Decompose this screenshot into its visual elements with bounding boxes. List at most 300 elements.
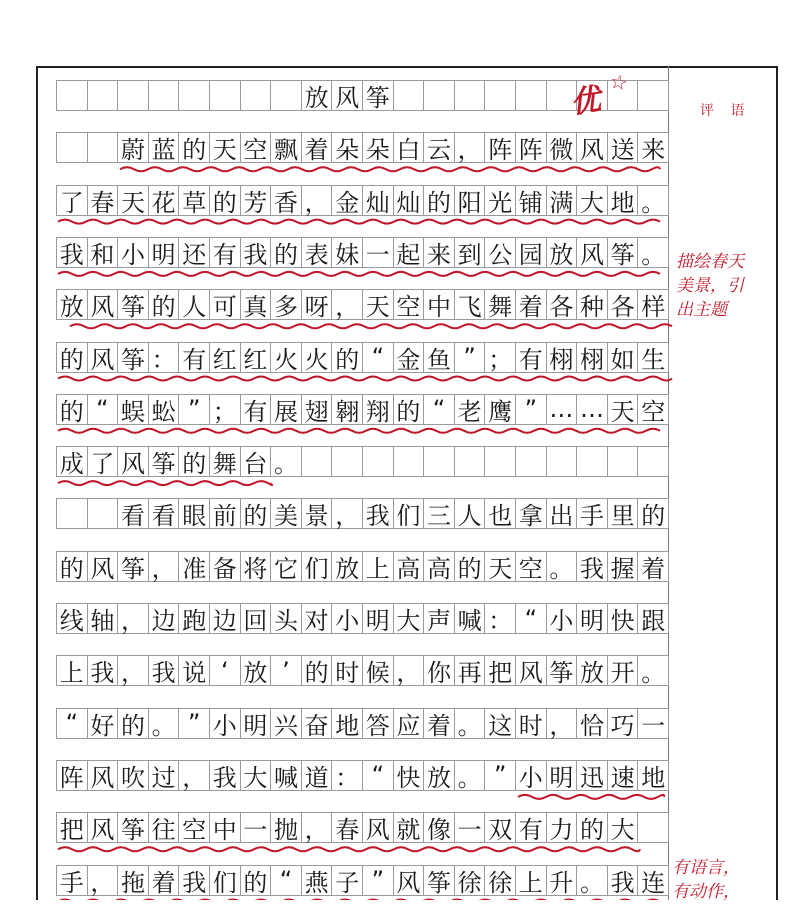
comment-line: 美景，引 [676, 276, 744, 296]
grid-cell: 抛 [270, 812, 302, 843]
grid-cell: … [576, 394, 608, 425]
grid-cell: 大 [240, 760, 272, 791]
star-icon: ☆ [608, 68, 630, 96]
grid-cell: 我 [178, 865, 210, 896]
title-cell [148, 80, 180, 111]
grid-cell: 可 [209, 289, 241, 320]
grid-cell: 。 [454, 760, 486, 791]
grid-cell: 放 [240, 655, 272, 686]
grid-cell: 风 [87, 812, 119, 843]
grid-cell: 了 [56, 185, 88, 216]
grid-cell: 头 [270, 603, 302, 634]
grid-cell: 握 [607, 551, 639, 582]
grid-cell: 有 [209, 237, 241, 268]
grid-cell: 着 [637, 551, 669, 582]
grid-cell: 迅 [576, 760, 608, 791]
grid-cell: 风 [87, 760, 119, 791]
title-cell: 风 [331, 80, 363, 111]
grid-cell: 我 [209, 760, 241, 791]
grid-cell: 明 [148, 237, 180, 268]
grid-cell [484, 446, 516, 477]
grid-cell: 金 [393, 342, 425, 373]
grid-cell: 铺 [515, 185, 547, 216]
grid-cell: 喊 [454, 603, 486, 634]
grid-cell: 的 [301, 655, 333, 686]
grid-cell: 鱼 [423, 342, 455, 373]
grid-cell: 大 [576, 185, 608, 216]
grid-cell: 它 [270, 551, 302, 582]
grid-cell: 双 [484, 812, 516, 843]
grid-cell: 光 [484, 185, 516, 216]
comment-label: 评 语 [700, 103, 751, 119]
grid-cell: 徐 [484, 865, 516, 896]
grid-cell: 的 [393, 394, 425, 425]
grid-cell: 红 [209, 342, 241, 373]
grid-cell: 明 [240, 708, 272, 739]
grid-cell: 金 [331, 185, 363, 216]
grid-cell: 阵 [515, 132, 547, 163]
grid-cell: 的 [637, 498, 669, 529]
grid-cell: 舞 [209, 446, 241, 477]
grid-cell: 。 [637, 655, 669, 686]
grid-cell: 台 [240, 446, 272, 477]
grid-cell: 红 [240, 342, 272, 373]
grid-cell: 边 [148, 603, 180, 634]
grid-cell: 三 [423, 498, 455, 529]
grid-cell: 小 [117, 237, 149, 268]
title-cell [454, 80, 486, 111]
grid-cell: 将 [240, 551, 272, 582]
grid-cell: 的 [56, 394, 88, 425]
grid-cell: 空 [240, 132, 272, 163]
grid-cell [56, 132, 88, 163]
grid-cell: 天 [484, 551, 516, 582]
grid-cell: 像 [423, 812, 455, 843]
grid-cell: 上 [362, 551, 394, 582]
grid-cell: 火 [301, 342, 333, 373]
grid-cell: 。 [454, 708, 486, 739]
grid-cell: 芳 [240, 185, 272, 216]
wavy-underline [518, 795, 664, 799]
grid-cell: 时 [515, 708, 547, 739]
grid-cell: 速 [607, 760, 639, 791]
grid-cell: 我 [362, 498, 394, 529]
grid-cell: 快 [393, 760, 425, 791]
grid-cell: 有 [515, 342, 547, 373]
grid-cell: 风 [576, 132, 608, 163]
grid-cell: 人 [454, 498, 486, 529]
grid-cell: 了 [87, 446, 119, 477]
grid-cell: ‘ [209, 655, 241, 686]
wavy-underline [58, 429, 660, 433]
grid-cell: 筝 [148, 446, 180, 477]
grid-cell: ， [117, 655, 149, 686]
grid-cell: … [546, 394, 578, 425]
grid-cell: 跑 [178, 603, 210, 634]
title-cell [393, 80, 425, 111]
grid-cell: 。 [546, 551, 578, 582]
grid-cell: 时 [331, 655, 363, 686]
grid-cell: ” [484, 760, 516, 791]
grid-cell: 候 [362, 655, 394, 686]
grid-cell: 跟 [637, 603, 669, 634]
grid-cell: “ [270, 865, 302, 896]
title-cell: 放 [301, 80, 333, 111]
left-border [36, 66, 38, 900]
grid-cell: 风 [576, 237, 608, 268]
grid-cell [637, 446, 669, 477]
grid-cell: 放 [56, 289, 88, 320]
grid-cell [56, 498, 88, 529]
grid-cell: ” [362, 865, 394, 896]
grid-cell: 大 [607, 812, 639, 843]
grid-cell: 翔 [362, 394, 394, 425]
grid-cell: ， [87, 865, 119, 896]
grid-cell: 拖 [117, 865, 149, 896]
grid-cell: 线 [56, 603, 88, 634]
grid-cell: 的 [331, 342, 363, 373]
grid-cell: 真 [240, 289, 272, 320]
grid-cell: 空 [637, 394, 669, 425]
grid-cell: 上 [515, 865, 547, 896]
grid-cell: 空 [515, 551, 547, 582]
grid-cell: 送 [607, 132, 639, 163]
grid-cell: 呀 [301, 289, 333, 320]
grid-cell: 春 [331, 812, 363, 843]
grid-cell: 云 [423, 132, 455, 163]
grid-cell: ； [484, 342, 516, 373]
grid-cell: 往 [148, 812, 180, 843]
grid-cell: 备 [209, 551, 241, 582]
grid-cell: 香 [270, 185, 302, 216]
grid-cell: ， [393, 655, 425, 686]
grid-cell: 多 [270, 289, 302, 320]
grid-cell: 着 [301, 132, 333, 163]
grid-cell: 和 [87, 237, 119, 268]
grid-cell: 园 [515, 237, 547, 268]
wavy-underline [70, 324, 672, 328]
grid-cell: 风 [362, 812, 394, 843]
grid-cell: 连 [637, 865, 669, 896]
title-cell: 筝 [362, 80, 394, 111]
grid-cell: 舞 [484, 289, 516, 320]
grid-cell: 边 [209, 603, 241, 634]
grid-cell: 展 [270, 394, 302, 425]
wavy-underline [58, 377, 672, 381]
grid-cell: 的 [576, 812, 608, 843]
grid-cell: 小 [546, 603, 578, 634]
title-cell [178, 80, 210, 111]
grid-cell: 应 [393, 708, 425, 739]
grid-cell: 的 [56, 342, 88, 373]
grid-cell: ， [454, 132, 486, 163]
grid-cell: 快 [607, 603, 639, 634]
teacher-comment-2 [672, 856, 740, 904]
grid-cell: 有 [240, 394, 272, 425]
grid-cell: 灿 [362, 185, 394, 216]
comment-line: 有语言， [672, 858, 740, 878]
grid-cell: 的 [178, 132, 210, 163]
grid-cell: 各 [607, 289, 639, 320]
grid-cell: 表 [301, 237, 333, 268]
grid-cell: 。 [576, 865, 608, 896]
grid-cell: 有 [515, 812, 547, 843]
grid-cell: ， [148, 551, 180, 582]
wavy-underline [58, 272, 660, 276]
grid-cell: 筝 [546, 655, 578, 686]
grid-cell: 也 [484, 498, 516, 529]
grid-cell: 。 [637, 237, 669, 268]
grid-cell: 放 [576, 655, 608, 686]
grid-cell: 对 [301, 603, 333, 634]
grid-cell: 们 [301, 551, 333, 582]
grid-cell: ， [178, 760, 210, 791]
grid-cell: 把 [484, 655, 516, 686]
grid-cell: 样 [637, 289, 669, 320]
comment-line: 有动作， [672, 882, 740, 902]
grid-cell: ， [117, 603, 149, 634]
right-border [776, 66, 778, 900]
comment-line: 出主题 [676, 300, 727, 320]
grid-cell: 朵 [362, 132, 394, 163]
grid-cell: 着 [423, 708, 455, 739]
grid-cell: 翅 [301, 394, 333, 425]
grid-cell: 鹰 [484, 394, 516, 425]
grid-cell: 拿 [515, 498, 547, 529]
grid-cell: 有 [178, 342, 210, 373]
grid-cell: ” [515, 394, 547, 425]
grid-cell: 飞 [454, 289, 486, 320]
grid-cell: ’ [270, 655, 302, 686]
grid-cell: 的 [56, 551, 88, 582]
grid-cell: 声 [423, 603, 455, 634]
grid-cell [546, 446, 578, 477]
grid-cell [454, 446, 486, 477]
grid-cell: 到 [454, 237, 486, 268]
wavy-underline [58, 220, 660, 224]
grid-cell: 我 [87, 655, 119, 686]
grid-cell: 答 [362, 708, 394, 739]
grid-cell: 着 [148, 865, 180, 896]
grid-cell: 我 [148, 655, 180, 686]
grid-cell: 我 [56, 237, 88, 268]
grid-cell: 轴 [87, 603, 119, 634]
grid-cell: ； [209, 394, 241, 425]
grid-cell: 风 [393, 865, 425, 896]
grid-cell: 飘 [270, 132, 302, 163]
grid-cell: 升 [546, 865, 578, 896]
grid-cell: 中 [423, 289, 455, 320]
grid-cell [423, 446, 455, 477]
grid-cell [301, 446, 333, 477]
grid-cell: 我 [576, 551, 608, 582]
grid-cell: 的 [423, 185, 455, 216]
grid-cell: 灿 [393, 185, 425, 216]
grid-cell: 美 [270, 498, 302, 529]
grid-cell: 。 [270, 446, 302, 477]
grid-cell: 开 [607, 655, 639, 686]
grid-cell: 高 [393, 551, 425, 582]
grid-cell: 我 [240, 237, 272, 268]
grid-cell: 春 [87, 185, 119, 216]
grid-cell: ： [331, 760, 363, 791]
grid-cell: 回 [240, 603, 272, 634]
grid-cell: 地 [331, 708, 363, 739]
grid-cell: 明 [576, 603, 608, 634]
grid-cell: 地 [607, 185, 639, 216]
grid-cell: 一 [362, 237, 394, 268]
grid-cell: 小 [209, 708, 241, 739]
grid-cell: 大 [393, 603, 425, 634]
grid-cell: 。 [148, 708, 180, 739]
grid-cell: 蜈 [117, 394, 149, 425]
grid-cell: 力 [546, 812, 578, 843]
grid-cell: 满 [546, 185, 578, 216]
grid-cell: 天 [209, 132, 241, 163]
grid-cell: 。 [637, 185, 669, 216]
grid-cell: “ [423, 394, 455, 425]
grid-cell: 来 [423, 237, 455, 268]
grid-cell: ： [148, 342, 180, 373]
title-cell [423, 80, 455, 111]
grid-cell: 天 [117, 185, 149, 216]
grid-cell: 人 [178, 289, 210, 320]
grid-cell: 朵 [331, 132, 363, 163]
grid-cell: 火 [270, 342, 302, 373]
grid-cell: 的 [148, 289, 180, 320]
grid-cell: 老 [454, 394, 486, 425]
grid-cell: 空 [178, 812, 210, 843]
grid-cell: 放 [546, 237, 578, 268]
grid-cell: 的 [454, 551, 486, 582]
grid-cell: 公 [484, 237, 516, 268]
grid-cell [331, 446, 363, 477]
grid-cell: 再 [454, 655, 486, 686]
grid-cell: ” [454, 342, 486, 373]
grid-cell: 说 [178, 655, 210, 686]
grid-cell: “ [515, 603, 547, 634]
grid-cell: 巧 [607, 708, 639, 739]
grid-cell: 成 [56, 446, 88, 477]
grid-cell: 前 [209, 498, 241, 529]
grid-cell: 风 [117, 446, 149, 477]
grid-cell: 翱 [331, 394, 363, 425]
grid-cell: 就 [393, 812, 425, 843]
title-cell [240, 80, 272, 111]
grid-cell: 看 [117, 498, 149, 529]
grid-cell: 微 [546, 132, 578, 163]
grid-cell: 手 [576, 498, 608, 529]
grid-cell: 空 [393, 289, 425, 320]
grid-cell: ， [301, 185, 333, 216]
grid-cell [637, 812, 669, 843]
grid-cell: 高 [423, 551, 455, 582]
grid-cell: 小 [515, 760, 547, 791]
grid-cell: 花 [148, 185, 180, 216]
title-cell [515, 80, 547, 111]
grid-cell: 出 [546, 498, 578, 529]
grid-cell: 放 [331, 551, 363, 582]
grid-cell: 喊 [270, 760, 302, 791]
grid-cell: 筝 [117, 342, 149, 373]
grid-cell: 的 [240, 865, 272, 896]
grid-cell: “ [56, 708, 88, 739]
grid-cell: 种 [576, 289, 608, 320]
grid-cell: 放 [423, 760, 455, 791]
grid-cell: 你 [423, 655, 455, 686]
grid-cell [362, 446, 394, 477]
grid-cell: 筝 [607, 237, 639, 268]
wavy-underline [58, 481, 272, 485]
grade-mark: 优 [568, 82, 603, 121]
grid-cell: 蚣 [148, 394, 180, 425]
wavy-underline [120, 167, 660, 171]
grid-cell: 阳 [454, 185, 486, 216]
grid-cell: 里 [607, 498, 639, 529]
grid-cell: 道 [301, 760, 333, 791]
grid-cell: 中 [209, 812, 241, 843]
grid-cell: 蔚 [117, 132, 149, 163]
grid-cell: 明 [362, 603, 394, 634]
grid-cell: 地 [637, 760, 669, 791]
grid-cell: 风 [87, 289, 119, 320]
grid-cell [607, 446, 639, 477]
grid-cell: “ [362, 342, 394, 373]
grid-cell: 明 [546, 760, 578, 791]
grid-cell: “ [87, 394, 119, 425]
grid-cell: ， [331, 498, 363, 529]
teacher-comment-1 [676, 250, 744, 322]
grid-cell: 手 [56, 865, 88, 896]
wavy-underline [58, 847, 640, 851]
grid-cell: 各 [546, 289, 578, 320]
grid-cell: 草 [178, 185, 210, 216]
grid-cell: 生 [637, 342, 669, 373]
top-border [36, 66, 778, 68]
grid-cell: 眼 [178, 498, 210, 529]
grid-cell: 蓝 [148, 132, 180, 163]
title-cell [637, 80, 669, 111]
grid-cell: “ [362, 760, 394, 791]
grid-cell: 筝 [423, 865, 455, 896]
grid-cell: 景 [301, 498, 333, 529]
grid-cell: 风 [515, 655, 547, 686]
grid-cell: 的 [240, 498, 272, 529]
grid-cell: 栩 [546, 342, 578, 373]
grid-cell: 的 [178, 446, 210, 477]
grid-cell: 还 [178, 237, 210, 268]
grid-cell [576, 446, 608, 477]
grid-cell: 们 [393, 498, 425, 529]
grid-cell: 栩 [576, 342, 608, 373]
grid-cell: 的 [270, 237, 302, 268]
grid-cell: 一 [240, 812, 272, 843]
grid-cell: 一 [637, 708, 669, 739]
grid-cell: 风 [87, 551, 119, 582]
grid-cell: ” [178, 708, 210, 739]
grid-cell: 一 [454, 812, 486, 843]
grid-cell: 的 [117, 708, 149, 739]
grid-cell: 来 [637, 132, 669, 163]
grid-cell: 燕 [301, 865, 333, 896]
grid-cell: 好 [87, 708, 119, 739]
grid-cell [87, 132, 119, 163]
grid-cell: ， [546, 708, 578, 739]
grid-cell: 妹 [331, 237, 363, 268]
grid-cell: 这 [484, 708, 516, 739]
grid-cell [87, 498, 119, 529]
grid-cell: 们 [209, 865, 241, 896]
